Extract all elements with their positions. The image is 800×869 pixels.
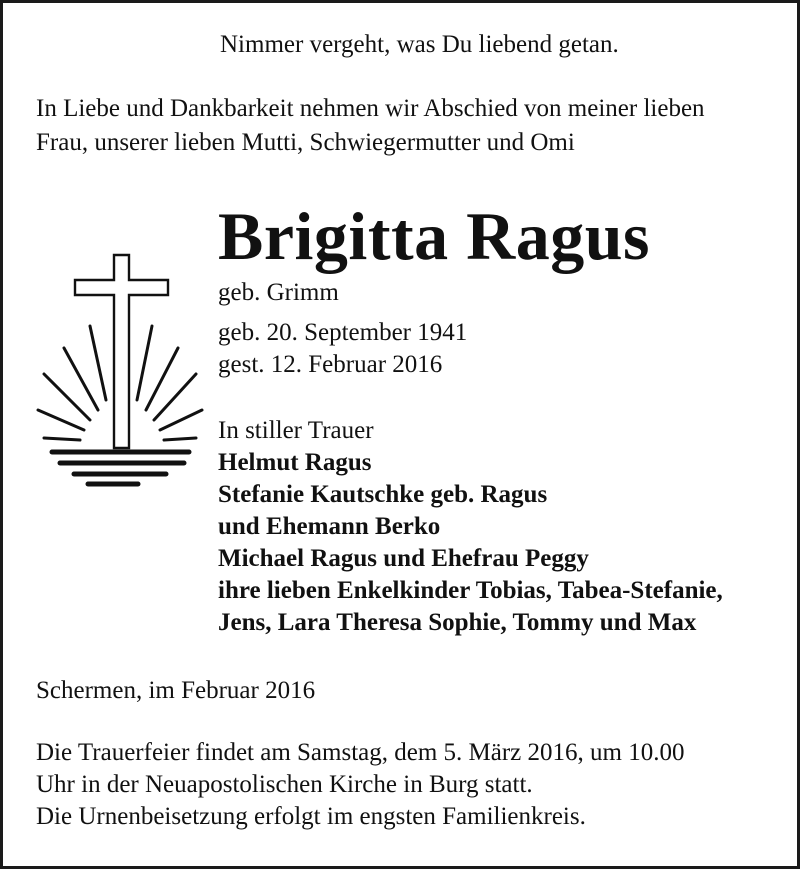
service-line-2: Uhr in der Neuapostolischen Kirche in Burg statt.	[36, 771, 533, 798]
service-line-3: Die Urnenbeisetzung erfolgt im engsten Familienkreis.	[36, 803, 586, 830]
mourner-line: Michael Ragus und Ehefrau Peggy	[218, 545, 589, 572]
intro-line-1: In Liebe und Dankbarkeit nehmen wir Abschied von meiner lieben	[36, 95, 705, 122]
service-line-1: Die Trauerfeier findet am Samstag, dem 5. März 2016, um 10.00	[36, 739, 685, 766]
cross-with-sunrise-icon	[34, 250, 204, 490]
mourner-line: ihre lieben Enkelkinder Tobias, Tabea-Stefanie,	[218, 577, 723, 604]
mourner-line: Jens, Lara Theresa Sophie, Tommy und Max	[218, 609, 697, 636]
mourner-line: und Ehemann Berko	[218, 513, 441, 540]
mourners-intro: In stiller Trauer	[218, 417, 374, 444]
epigraph: Nimmer vergeht, was Du liebend getan.	[220, 31, 619, 58]
mourner-line: Helmut Ragus	[218, 449, 372, 476]
birth-date: geb. 20. September 1941	[218, 319, 468, 346]
deceased-name: Brigitta Ragus	[218, 198, 650, 274]
mourner-line: Stefanie Kautschke geb. Ragus	[218, 481, 548, 508]
death-date: gest. 12. Februar 2016	[218, 351, 443, 378]
maiden-name: geb. Grimm	[218, 279, 339, 306]
intro-line-2: Frau, unserer lieben Mutti, Schwiegermutter und Omi	[36, 129, 575, 156]
place-date: Schermen, im Februar 2016	[36, 677, 316, 704]
